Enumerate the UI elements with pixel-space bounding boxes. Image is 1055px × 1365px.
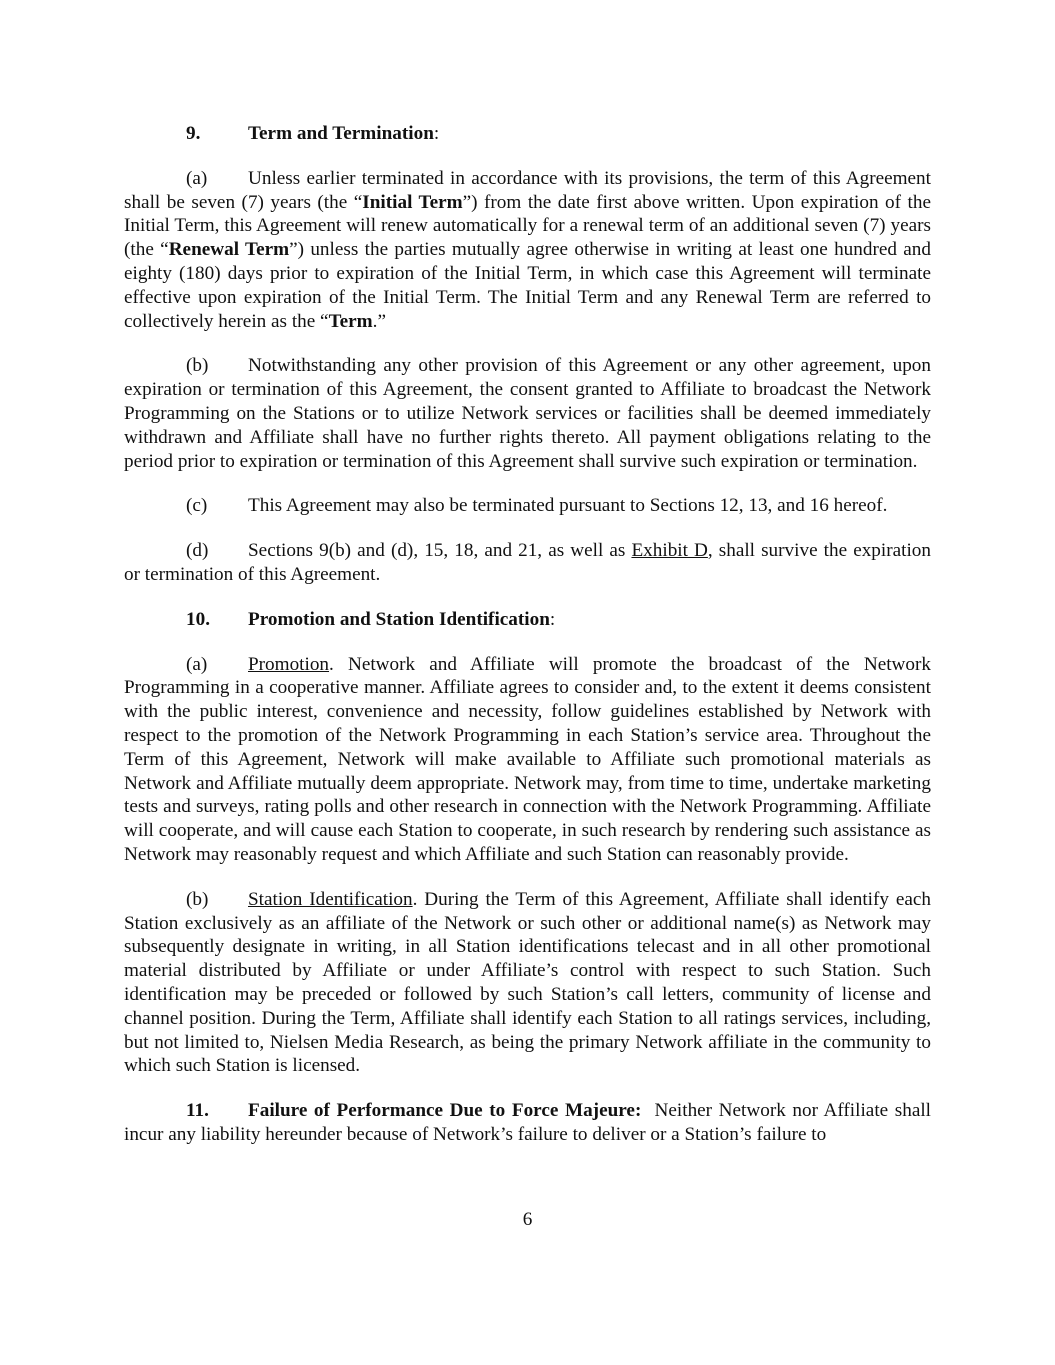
- paragraph-text: .”: [372, 310, 386, 332]
- paragraph-text: ”) from the date first above written. Upon expiration of the Initial Term, this Agreement will renew automatically for a renewal term of an additional seven (7) years (the “: [124, 191, 931, 261]
- heading-colon: :: [549, 608, 556, 630]
- defined-term: Initial Term: [362, 191, 463, 213]
- section-number: 9.: [186, 123, 201, 144]
- subsection-caption: Promotion: [248, 653, 330, 675]
- section-9-heading: [124, 122, 931, 146]
- section-title: Promotion and Station Identification: [248, 608, 550, 630]
- subsection-label: (c): [186, 495, 208, 517]
- paragraph-11: [124, 1099, 936, 1147]
- section-title: Failure of Performance Due to Force Majeure:: [248, 1100, 642, 1122]
- paragraph-text: Sections 9(b) and (d), 15, 18, and 21, as well as: [248, 540, 632, 562]
- exhibit-reference: Exhibit D: [631, 540, 708, 562]
- paragraph-text: . During the Term of this Agreement, Affiliate shall identify each Station exclusively as an affiliate of the Network or such other or additional name(s) as Network may subsequently designate in writing, in all Station identifications telecast and in all other promotional material distributed by Affiliate or under Affiliate’s control with respect to such Station. Such identification may be preceded or followed by such Station’s call letters, community of license and channel position. During the Term, Affiliate shall identify each Station to all ratings services, including, but not limited to, Nielsen Media Research, as being the primary Network affiliate in the community to which such Station is licensed.: [124, 888, 931, 1077]
- defined-term: Term: [328, 310, 373, 332]
- paragraph-text: This Agreement may also be terminated pursuant to Sections 12, 13, and 16 hereof.: [248, 495, 888, 517]
- paragraph-text: Unless earlier terminated in accordance with its provisions, the term of this Agreement shall be seven (7) years (the “: [124, 167, 931, 213]
- paragraph-text: Neither Network nor Affiliate shall incur any liability hereunder because of Network’s failure to deliver or a Station’s failure to: [124, 1100, 936, 1145]
- subsection-label: (b): [186, 888, 209, 910]
- paragraph-text: ”) unless the parties mutually agree otherwise in writing at least one hundred and eighty (180) days prior to expiration of the Initial Term, in which case this Agreement will terminate effective upon expiration of the Initial Term. The Initial Term and any Renewal Term are referred to collectively herein as the “: [124, 239, 931, 332]
- section-10-heading: [124, 608, 931, 632]
- paragraph-text: . Network and Affiliate will promote the broadcast of the Network Programming in a cooperative manner. Affiliate agrees to consider and, to the extent it deems consistent with the public interest, convenience and necessity, follow guidelines established by Network with respect to the promotion of the Network Programming in each Station’s service area. Throughout the Term of this Agreement, Network will make available to Affiliate such promotional materials as Network and Affiliate mutually deem appropriate. Network may, from time to time, undertake marketing tests and surveys, rating polls and other research in connection with the Network Programming. Affiliate will cooperate, and will cause each Station to cooperate, in such research by rendering such assistance as Network may reasonably request and which Affiliate and such Station can reasonably provide.: [124, 653, 931, 865]
- subsection-label: (a): [186, 653, 208, 675]
- subsection-label: (a): [186, 167, 208, 189]
- defined-term: Renewal Term: [168, 239, 290, 261]
- paragraph-9b: [124, 354, 931, 473]
- paragraph-9d: [124, 539, 931, 587]
- heading-colon: :: [433, 123, 440, 144]
- subsection-label: (d): [186, 540, 209, 562]
- paragraph-9c: [124, 494, 931, 518]
- section-title: Term and Termination: [248, 123, 434, 144]
- paragraph-9a: [124, 167, 931, 334]
- paragraph-10b: [124, 888, 931, 1078]
- subsection-caption: Station Identification: [248, 888, 413, 910]
- paragraph-text: , shall survive the expiration or termination of this Agreement.: [124, 540, 931, 585]
- page-number: 6: [522, 1209, 533, 1230]
- document-page: [124, 122, 936, 1168]
- section-number: 11.: [186, 1100, 209, 1122]
- subsection-label: (b): [186, 355, 209, 377]
- paragraph-10a: [124, 653, 931, 867]
- paragraph-text: Notwithstanding any other provision of this Agreement or any other agreement, upon expiration or termination of this Agreement, the consent granted to Affiliate to broadcast the Network Programming on the Stations or to utilize Network services or facilities shall be deemed immediately withdrawn and Affiliate shall have no further rights thereto. All payment obligations relating to the period prior to expiration or termination of this Agreement shall survive such expiration or termination.: [124, 355, 931, 472]
- section-number: 10.: [186, 608, 210, 630]
